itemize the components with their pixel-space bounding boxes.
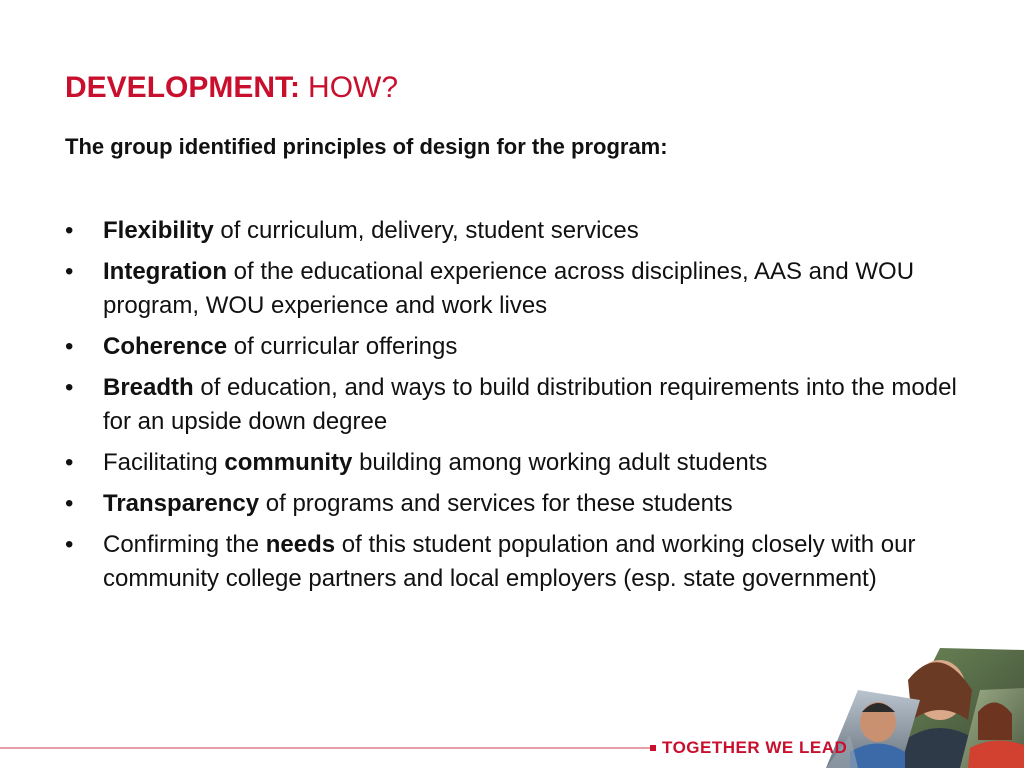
bullet-dot-icon: • [65,374,74,401]
bullet-item: • Coherence of curricular offerings [65,330,965,364]
bullet-dot-icon: • [65,490,74,517]
bullet-item: • Flexibility of curriculum, delivery, student services [65,214,965,248]
footer-square-icon [650,745,656,751]
slide-subtitle: The group identified principles of design for the program: [65,134,668,159]
bullet-dot-icon: • [65,217,74,244]
bullet-item: • Transparency of programs and services for these students [65,487,965,521]
footer-rule [0,747,650,749]
title-bold: DEVELOPMENT: [65,71,301,104]
bullet-dot-icon: • [65,258,74,285]
bullet-item: • Integration of the educational experience across disciplines, AAS and WOU program, WOU experience and work lives [65,255,965,323]
bullet-item: • Facilitating community building among working adult students [65,446,965,480]
bullet-dot-icon: • [65,333,74,360]
bullet-item: • Breadth of education, and ways to build distribution requirements into the model for an upside down degree [65,371,965,439]
footer-tagline: TOGETHER WE LEAD [662,738,848,757]
bullet-dot-icon: • [65,531,74,558]
bullet-dot-icon: • [65,449,74,476]
title-light: HOW? [308,71,399,104]
bullet-item: • Confirming the needs of this student population and working closely with our community college partners and local employers (esp. state government) [65,528,965,596]
